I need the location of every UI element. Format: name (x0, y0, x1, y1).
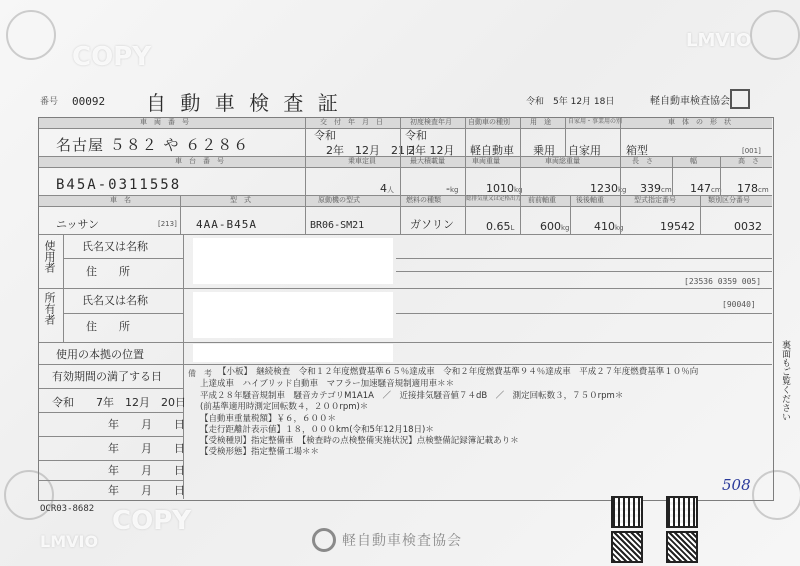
first-era: 令和 (405, 129, 427, 142)
owner-address-label: 住 所 (86, 320, 130, 333)
fuel-value: ガソリン (410, 218, 454, 231)
user-address-label: 住 所 (86, 265, 130, 278)
length-value: 339 (640, 182, 661, 195)
remarks-line-7: 【受検種別】指定整備車 【検査時の点検整備実施状況】点検整備記録簿記載あり＊ (200, 436, 519, 446)
body-value: 箱型 (626, 144, 648, 157)
validity-blank-2: 年 月 日 (108, 442, 185, 455)
use-value: 乗用 (533, 144, 555, 157)
col-type-approval: 型式指定番号 (634, 196, 676, 204)
remarks-line-5: 【自動車重量税額】￥６，６００＊ (200, 414, 337, 424)
user-name-label: 氏名又は名称 (82, 240, 148, 253)
weight-unit: kg (514, 186, 523, 194)
col-rear-axle: 後後軸重 (576, 196, 604, 204)
remarks-line-8: 【受検形態】指定整備工場＊＊ (200, 447, 320, 457)
col-kind: 自動車の種別 (468, 118, 510, 126)
capacity-unit: 人 (387, 186, 394, 194)
owner-code: [90040] (722, 300, 756, 309)
issuer-seal-icon (730, 89, 750, 109)
qr-code-icon (611, 496, 643, 528)
width-value: 147 (690, 182, 711, 195)
col-weight: 車両重量 (472, 157, 500, 165)
height-field (737, 183, 769, 194)
displacement-field (486, 221, 514, 232)
col-length: 長 さ (632, 157, 653, 165)
col-private: 自家用・事業用の別 (568, 118, 623, 125)
class-number-value: 0032 (734, 220, 762, 233)
col-first-reg: 初度検査年月 (410, 118, 452, 126)
qr-code-icon (611, 531, 643, 563)
length-unit: cm (661, 186, 672, 194)
issuer-name: 軽自動車検査協会 (650, 96, 730, 107)
weight-field (486, 183, 523, 194)
row2-header (39, 157, 772, 168)
qr-code-icon (666, 531, 698, 563)
chassis-value: B45A-0311558 (56, 177, 182, 193)
qr-code-icon (666, 496, 698, 528)
validity-date: 7年 12月 20日 (96, 396, 186, 409)
maker-value: ニッサン (56, 218, 100, 231)
col-width: 幅 (690, 157, 697, 165)
col-issue-date: 交 付 年 月 日 (320, 118, 383, 126)
capacity-value: 4 (380, 182, 387, 195)
type-approval-value: 19542 (660, 220, 695, 233)
engine-value: BR06-SM21 (310, 220, 365, 231)
number-label: 番号 (40, 97, 59, 107)
validity-blank-4: 年 月 日 (108, 484, 185, 497)
gross-unit: kg (618, 186, 627, 194)
validity-blank-3: 年 月 日 (108, 464, 185, 477)
front-axle-unit: kg (561, 224, 570, 232)
maker-code: [213] (158, 220, 177, 228)
form-code: OCR03-8682 (40, 504, 95, 514)
number-value: 00092 (72, 95, 106, 108)
max-load-unit: kg (449, 186, 459, 194)
issue-era: 令和 (314, 129, 336, 142)
user-label: 使用者 (43, 240, 56, 273)
displacement-unit: L (510, 224, 515, 232)
copy-watermark-bottom: COPY (112, 506, 192, 536)
rear-axle-value: 410 (594, 220, 615, 233)
weight-value: 1010 (486, 182, 514, 195)
remarks-line-2: 上達成車 ハイブリッド自動車 マフラー加速騒音規制適用車＊＊ (200, 379, 455, 389)
brand-watermark-bottom: LMVIO (40, 532, 99, 551)
validity-era: 令和 (52, 396, 74, 409)
redacted-owner-info (193, 292, 393, 338)
col-capacity: 乗車定員 (348, 157, 376, 165)
private-value: 自家用 (568, 144, 601, 157)
rear-axle-unit: kg (615, 224, 624, 232)
gross-value: 1230 (590, 182, 618, 195)
max-load-field (446, 183, 458, 194)
height-value: 178 (737, 182, 758, 195)
height-unit: cm (758, 186, 769, 194)
col-fuel: 燃料の種類 (406, 196, 441, 204)
col-displacement: 総排気量又は定格出力 (466, 196, 522, 202)
owner-name-label: 氏名又は名称 (82, 294, 148, 307)
remarks-label: 備 考 (188, 369, 212, 378)
remarks-line-6: 【走行距離計表示値】１８，０００km(令和5年12月18日)＊ (200, 425, 434, 435)
copy-watermark: COPY (72, 42, 152, 72)
owner-label: 所有者 (43, 292, 56, 325)
corner-ornament (6, 10, 56, 60)
width-field (690, 183, 722, 194)
remarks-line-4: (前基準適用時測定回転数４，２００rpm)＊ (200, 402, 369, 412)
handwritten-number: 508 (722, 476, 751, 494)
col-maker: 車 名 (110, 196, 131, 204)
page-title: 自 動 車 検 査 証 (146, 91, 342, 115)
body-code: [001] (742, 147, 761, 155)
model-value: 4AA-B45A (196, 218, 257, 231)
redacted-base-location (193, 344, 393, 362)
validity-label: 有効期間の満了する日 (52, 370, 162, 383)
max-load-value: - (446, 182, 450, 195)
col-use: 用 途 (530, 118, 551, 126)
kind-value: 軽自動車 (470, 144, 514, 157)
side-note: 裏面もご覧ください (780, 340, 790, 421)
front-axle-field (540, 221, 570, 232)
first-date-value: 2年 12月 (408, 144, 455, 157)
plate-number: 名古屋 ５８２ や ６２８６ (56, 136, 250, 154)
issue-date-top: 令和 5年 12月 18日 (526, 97, 615, 107)
capacity-field (380, 183, 394, 194)
col-class-number: 類別区分番号 (708, 196, 750, 204)
brand-watermark: LMVIO (686, 30, 752, 51)
user-code: [23536 0359 005] (684, 277, 762, 286)
gross-field (590, 183, 627, 194)
length-field (640, 183, 672, 194)
col-height: 高 さ (738, 157, 759, 165)
width-unit: cm (711, 186, 722, 194)
col-chassis: 車 台 番 号 (175, 157, 224, 165)
col-model: 型 式 (230, 196, 251, 204)
seal-text: 軽自動車検査協会 (342, 533, 462, 549)
col-front-axle: 前前軸重 (528, 196, 556, 204)
corner-ornament (750, 10, 800, 60)
col-gross: 車両総重量 (545, 157, 580, 165)
validity-blank-1: 年 月 日 (108, 418, 185, 431)
remarks-line-3: 平成２８年騒音規制車 騒音カテゴリM1A1A ／ 近接排気騒音値７４dB ／ 測定回転数３，７５０rpm＊ (200, 391, 624, 401)
displacement-value: 0.65 (486, 220, 511, 233)
remarks-line-1: 【小板】 継続検査 令和１２年度燃費基準６５％達成車 令和２年度燃費基準９４％達成車 平成２７年度燃費基準１０％向 (218, 367, 699, 377)
col-engine: 原動機の型式 (318, 196, 360, 204)
seal-emblem-icon (312, 528, 336, 552)
col-max-load: 最大積載量 (410, 157, 445, 165)
base-location-label: 使用の本拠の位置 (56, 348, 144, 361)
front-axle-value: 600 (540, 220, 561, 233)
redacted-user-info (193, 238, 393, 284)
col-body: 車 体 の 形 状 (668, 118, 731, 126)
issue-date-value: 2年 12月 21日 (326, 144, 416, 157)
col-vehicle-number: 車 両 番 号 (140, 118, 189, 126)
